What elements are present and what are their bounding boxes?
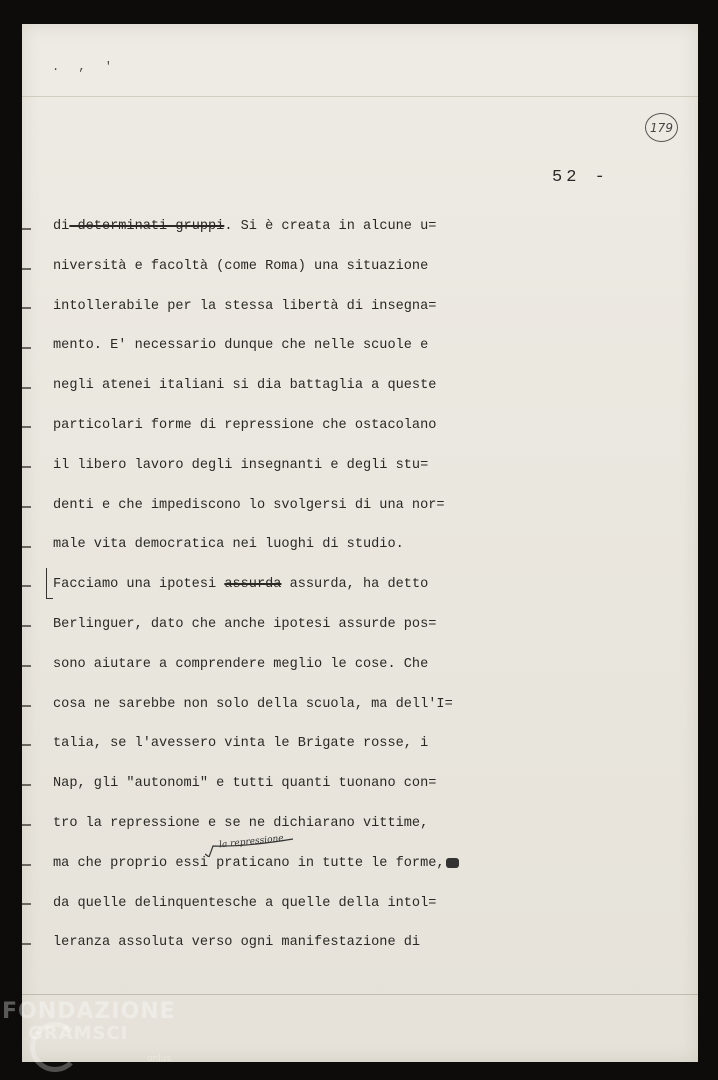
text-segment: . Si è creata in alcune u= [224, 219, 437, 234]
ink-blot [446, 858, 459, 868]
page-number: 52 - [552, 168, 609, 187]
text-segment: di [53, 219, 70, 234]
paragraph-bracket-mark [46, 568, 53, 599]
margin-tick [22, 864, 31, 866]
page-fold-line [22, 96, 698, 97]
handwritten-insertion: la repressione [218, 833, 285, 851]
text-line: il libero lavoro degli insegnanti e degli stu= [53, 457, 429, 473]
text-line: cosa ne sarebbe non solo della scuola, ma dell'I= [53, 696, 453, 712]
archive-stamp: 179 [645, 113, 678, 142]
margin-tick [22, 426, 31, 428]
margin-tick [22, 744, 31, 746]
text-segment: Facciamo una ipotesi [53, 577, 225, 593]
margin-tick [22, 943, 31, 945]
margin-tick [22, 625, 31, 627]
margin-tick [22, 387, 31, 389]
text-line: intollerabile per la stessa libertà di insegna= [53, 298, 437, 314]
text-segment: assurda, ha detto [281, 577, 429, 593]
margin-tick [22, 824, 31, 826]
text-line: talia, se l'avessero vinta le Brigate rosse, i [53, 736, 429, 752]
watermark-line1: FONDAZIONE [2, 999, 176, 1024]
margin-tick [22, 228, 31, 230]
margin-tick [22, 466, 31, 468]
archive-watermark-logo [2, 999, 176, 1064]
text-line: particolari forme di repressione che ostacolano [53, 417, 437, 433]
margin-tick [22, 903, 31, 905]
margin-tick [22, 506, 31, 508]
text-line [53, 214, 653, 254]
text-line: sono aiutare a comprendere meglio le cose. Che [53, 656, 429, 672]
margin-tick [22, 665, 31, 667]
margin-hole-ticks [22, 0, 34, 1080]
text-line: Nap, gli "autonomi" e tutti quanti tuonano con= [53, 776, 437, 792]
text-line: Berlinguer, dato che anche ipotesi assurde pos= [53, 616, 437, 632]
ink-specks: . , ' [52, 60, 119, 74]
struck-text: assurda [224, 577, 282, 593]
watermark-line2: GRAMSCI [28, 1023, 129, 1044]
text-line [53, 572, 653, 612]
text-line: niversità e facoltà (come Roma) una situazione [53, 258, 429, 274]
margin-tick [22, 784, 31, 786]
text-line: tro la repressione e se ne dichiarano vittime, [53, 815, 429, 831]
watermark-line3: onlus [147, 1054, 172, 1064]
text-line: ma che proprio essi praticano in tutte le forme, [53, 855, 445, 871]
margin-tick [22, 546, 31, 548]
margin-tick [22, 347, 31, 349]
text-line: male vita democratica nei luoghi di studio. [53, 537, 404, 553]
margin-tick [22, 705, 31, 707]
margin-tick [22, 585, 31, 587]
text-line: negli atenei italiani si dia battaglia a queste [53, 378, 437, 394]
text-line: leranza assoluta verso ogni manifestazione di [53, 935, 421, 951]
typed-text-body [53, 214, 653, 970]
margin-tick [22, 268, 31, 270]
text-line: da quelle delinquentesche a quelle della intol= [53, 895, 437, 911]
margin-tick [22, 307, 31, 309]
page-fold-line [22, 994, 698, 995]
text-line: mento. E' necessario dunque che nelle scuole e [53, 338, 429, 354]
struck-text: determinati gruppi [69, 219, 225, 234]
text-line: denti e che impediscono lo svolgersi di una nor= [53, 497, 445, 513]
